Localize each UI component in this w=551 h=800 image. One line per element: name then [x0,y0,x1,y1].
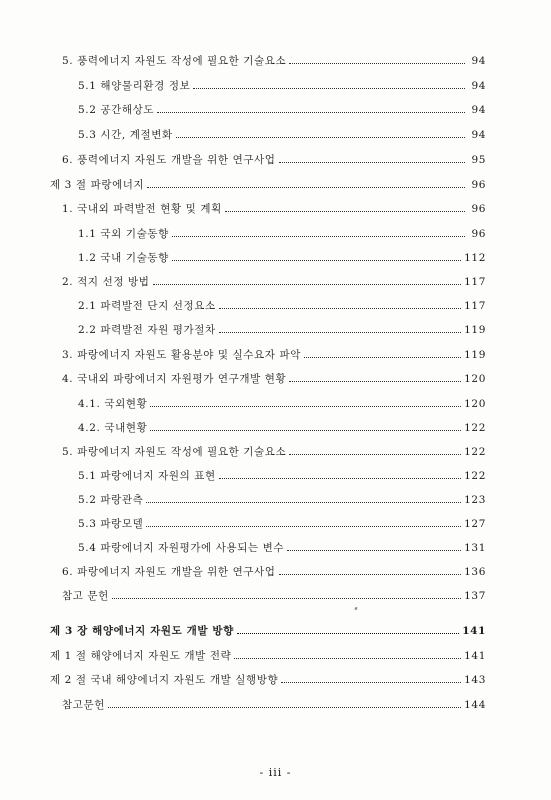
toc-entry-title: 2.1 파력발전 단지 선정요소 [78,300,216,312]
toc-entry[interactable] [78,463,486,483]
toc-entry[interactable] [78,511,486,531]
toc-entry[interactable] [78,391,486,411]
toc-entry-title: 5.2 파랑관측 [78,494,144,506]
toc-entry[interactable] [50,172,486,192]
toc-entry[interactable] [78,97,486,117]
toc-entry[interactable] [78,317,486,337]
dot-leader [219,477,461,479]
toc-entry-page-number: 117 [464,300,486,312]
toc-entry-title: 제 2 절 국내 해양에너지 자원도 개발 실행방향 [50,674,279,686]
toc-entry-title: 2.2 파력발전 자원 평가절차 [78,324,216,336]
toc-entry-title: 6. 파랑에너지 자원도 개발을 위한 연구사업 [62,566,276,578]
toc-entry[interactable] [50,618,486,638]
toc-entry-title: 4.2. 국내현황 [78,422,148,434]
toc-entry-page-number: 123 [464,494,486,506]
toc-entry-page-number: 122 [464,422,486,434]
dot-leader [150,405,461,407]
toc-entry[interactable] [78,245,486,265]
toc-entry-page-number: 112 [464,252,486,264]
toc-entry-title: 1. 국내외 파력발전 현황 및 계획 [62,203,222,215]
toc-entry[interactable] [50,643,486,663]
dot-leader [108,706,461,708]
toc-entry-page-number: 95 [471,154,486,166]
toc-entry[interactable] [78,221,486,241]
dot-leader [146,501,461,503]
toc-entry[interactable] [78,122,486,142]
toc-entry-title: 1.1 국외 기술동향 [78,228,169,240]
toc-entry-page-number: 122 [464,446,486,458]
page-number: - iii - [259,766,292,779]
dot-leader [150,429,461,431]
toc-entry[interactable] [78,293,486,313]
dot-leader [279,573,462,575]
dot-leader [237,632,459,634]
toc-entry-page-number: 136 [464,566,486,578]
toc-entry-page-number: 120 [464,373,486,385]
toc-entry-page-number: 94 [471,55,486,67]
toc-entry-title: 6. 풍력에너지 자원도 개발을 위한 연구사업 [62,154,276,166]
dot-leader [146,525,461,527]
toc-entry[interactable] [62,583,486,603]
toc-entry-page-number: 119 [464,324,486,336]
toc-entry-title: 5. 풍력에너지 자원도 작성에 필요한 기술요소 [62,55,287,67]
dot-leader [279,161,465,163]
dot-leader [157,111,465,113]
dot-leader [147,186,465,188]
toc-entry-page-number: 96 [471,203,486,215]
toc-entry-page-number: 141 [464,650,486,662]
toc-entry-title: 5.1 파랑에너지 자원의 표현 [78,470,216,482]
dot-leader [219,331,461,333]
toc-entry[interactable] [62,692,486,712]
dot-leader [225,210,465,212]
toc-entry-page-number: 120 [464,398,486,410]
toc-entry[interactable] [78,73,486,93]
toc-entry[interactable] [62,48,486,68]
dot-leader [219,307,461,309]
toc-entry[interactable] [78,415,486,435]
dot-leader [193,87,465,89]
dot-leader [281,681,461,683]
toc-entry-page-number: 127 [464,518,486,530]
dot-leader [289,62,465,64]
toc-entry-title: 3. 파랑에너지 자원도 활용분야 및 실수요자 파악 [62,349,301,361]
toc-entry-page-number: 144 [464,699,486,711]
toc-entry-title: 제 3 장 해양에너지 자원도 개발 방향 [50,625,234,637]
toc-entry[interactable] [62,342,486,362]
toc-entry-page-number: 119 [464,349,486,361]
toc-entry-title: 5.2 공간해상도 [78,104,155,116]
toc-entry-title: 5.3 시간, 계절변화 [78,129,173,141]
toc-entry[interactable] [62,269,486,289]
toc-entry[interactable] [78,487,486,507]
toc-entry[interactable] [62,147,486,167]
toc-entry-page-number: 94 [471,104,486,116]
dot-leader [172,235,465,237]
toc-entry[interactable] [62,559,486,579]
dot-leader [234,657,461,659]
dot-leader [153,283,462,285]
toc-entry-title: 5.3 파랑모델 [78,518,144,530]
toc-entry-page-number: 143 [464,674,486,686]
toc-entry-page-number: 131 [464,542,486,554]
toc-entry[interactable] [62,439,486,459]
toc-entry-page-number: 141 [462,625,486,637]
toc-entry-title: 제 3 절 파랑에너지 [50,179,145,191]
dot-leader [304,356,461,358]
dot-leader [172,259,461,261]
toc-entry-page-number: 94 [471,129,486,141]
toc-entry-title: 5.1 해양물리환경 정보 [78,80,191,92]
dot-leader [287,549,461,551]
toc-entry-title: 제 1 절 해양에너지 자원도 개발 전략 [50,650,232,662]
toc-entry-page-number: 94 [471,80,486,92]
toc-entry-title: 참고문헌 [62,699,105,711]
toc-entry-title: 1.2 국내 기술동향 [78,252,169,264]
toc-entry-title: 2. 적지 선정 방법 [62,276,150,288]
dot-leader [176,136,465,138]
toc-entry[interactable] [78,535,486,555]
toc-entry[interactable] [62,196,486,216]
toc-entry-title: 5. 파랑에너지 자원도 작성에 필요한 기술요소 [62,446,287,458]
toc-entry-page-number: 117 [464,276,486,288]
toc-entry-title: 5.4 파랑에너지 자원평가에 사용되는 변수 [78,542,285,554]
toc-entry-page-number: 96 [471,179,486,191]
toc-entry-title: 참고 문헌 [62,590,109,602]
toc-entry-title: 4. 국내외 파랑에너지 자원평가 연구개발 현황 [62,373,287,385]
toc-entry-page-number: 96 [471,228,486,240]
toc-entry-page-number: 137 [464,590,486,602]
toc-entry[interactable] [62,366,486,386]
toc-entry-page-number: 122 [464,470,486,482]
dot-leader [289,380,461,382]
dot-leader [289,453,461,455]
dot-leader [112,597,461,599]
toc-entry-title: 4.1. 국외현황 [78,398,148,410]
toc-entry[interactable] [50,667,486,687]
